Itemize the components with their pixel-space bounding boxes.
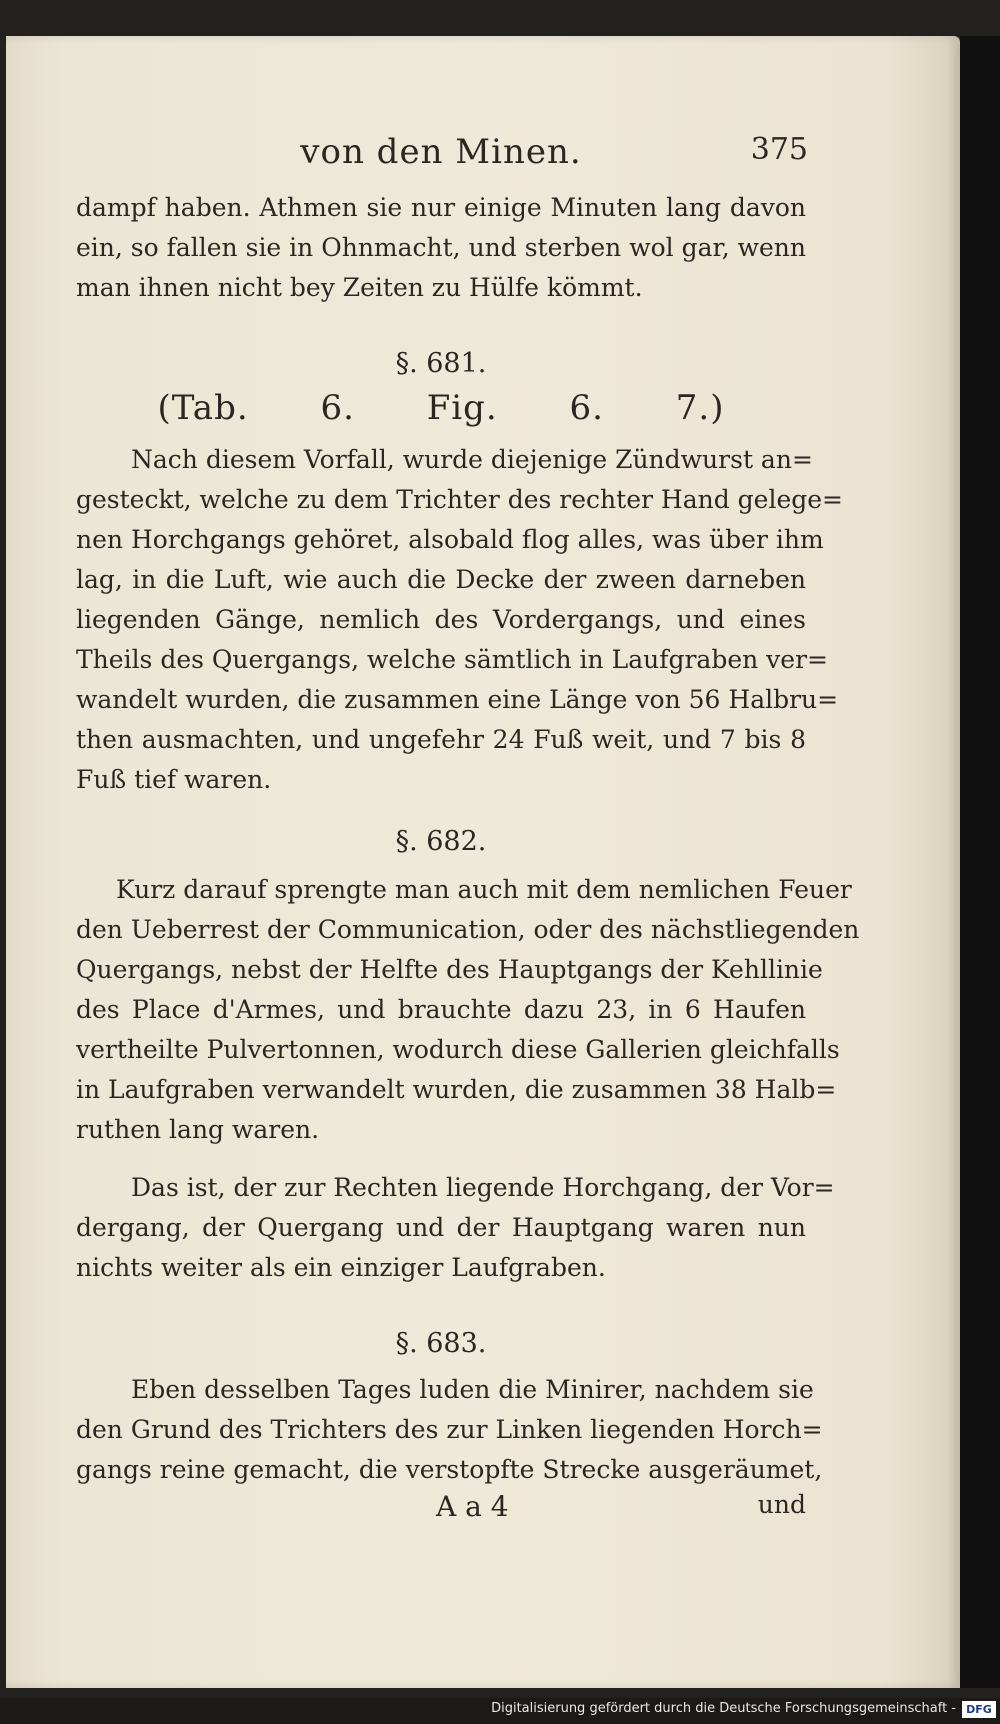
scan-edge — [960, 36, 1000, 1688]
text-line: Eben desselben Tages luden die Minirer, nachdem sie — [131, 1375, 814, 1404]
credit-bar — [0, 1698, 1000, 1724]
text-line: lag, in die Luft, wie auch die Decke der zween darneben — [76, 565, 806, 594]
page-header — [76, 132, 806, 182]
page-footer — [76, 1490, 806, 1530]
section-682 — [76, 822, 860, 1288]
text-line: then ausmachten, und ungefehr 24 Fuß weit, und 7 bis 8 — [76, 725, 806, 754]
text-line: nen Horchgangs gehöret, alsobald flog alles, was über ihm — [76, 525, 824, 554]
text-line: Das ist, der zur Rechten liegende Horchgang, der Vor= — [131, 1173, 835, 1202]
credit-text: Digitalisierung gefördert durch die Deutsche Forschungsgemeinschaft - — [491, 1701, 956, 1716]
text-line: dergang, der Quergang und der Hauptgang waren nun — [76, 1213, 806, 1242]
signature-mark: A a 4 — [436, 1490, 509, 1523]
running-title: von den Minen. — [300, 132, 582, 172]
text-line: wandelt wurden, die zusammen eine Länge von 56 Halbru= — [76, 685, 839, 714]
dfg-logo-icon: DFG — [962, 1701, 996, 1718]
text-line: ein, so fallen sie in Ohnmacht, und sterben wol gar, wenn — [76, 233, 806, 262]
text-line: vertheilte Pulvertonnen, wodurch diese Gallerien gleichfalls — [76, 1035, 840, 1064]
section-number: §. 682. — [395, 826, 487, 857]
figure-reference: (Tab. 6. Fig. 6. 7.) — [157, 388, 725, 428]
page-number: 375 — [750, 132, 808, 167]
text-line: man ihnen nicht bey Zeiten zu Hülfe kömmt. — [76, 273, 643, 302]
text-line: den Grund des Trichters des zur Linken liegenden Horch= — [76, 1415, 823, 1444]
text-line: den Ueberrest der Communication, oder des nächstliegenden — [76, 915, 860, 944]
continuation-paragraph — [76, 188, 806, 308]
catchword: und — [757, 1490, 806, 1519]
text-line: nichts weiter als ein einziger Laufgraben. — [76, 1253, 606, 1282]
text-line: Fuß tief waren. — [76, 765, 272, 794]
text-line: Theils des Quergangs, welche sämtlich in Laufgraben ver= — [76, 645, 828, 674]
section-681 — [76, 344, 843, 800]
text-line: gesteckt, welche zu dem Trichter des rechter Hand gelege= — [76, 485, 843, 514]
section-number: §. 681. — [395, 348, 487, 379]
text-line: gangs reine gemacht, die verstopfte Strecke ausgeräumet, — [76, 1455, 823, 1484]
text-line: des Place d'Armes, und brauchte dazu 23, in 6 Haufen — [76, 995, 806, 1024]
section-number: §. 683. — [395, 1328, 487, 1359]
section-683 — [76, 1324, 823, 1490]
text-line: in Laufgraben verwandelt wurden, die zusammen 38 Halb= — [76, 1075, 837, 1104]
text-line: liegenden Gänge, nemlich des Vordergangs, und eines — [76, 605, 806, 634]
text-line: Quergangs, nebst der Helfte des Hauptgangs der Kehllinie — [76, 955, 823, 984]
text-line: Kurz darauf sprengte man auch mit dem nemlichen Feuer — [116, 875, 852, 904]
text-line: dampf haben. Athmen sie nur einige Minuten lang davon — [76, 193, 806, 222]
text-line: ruthen lang waren. — [76, 1115, 320, 1144]
text-line: Nach diesem Vorfall, wurde diejenige Zündwurst an= — [131, 445, 813, 474]
